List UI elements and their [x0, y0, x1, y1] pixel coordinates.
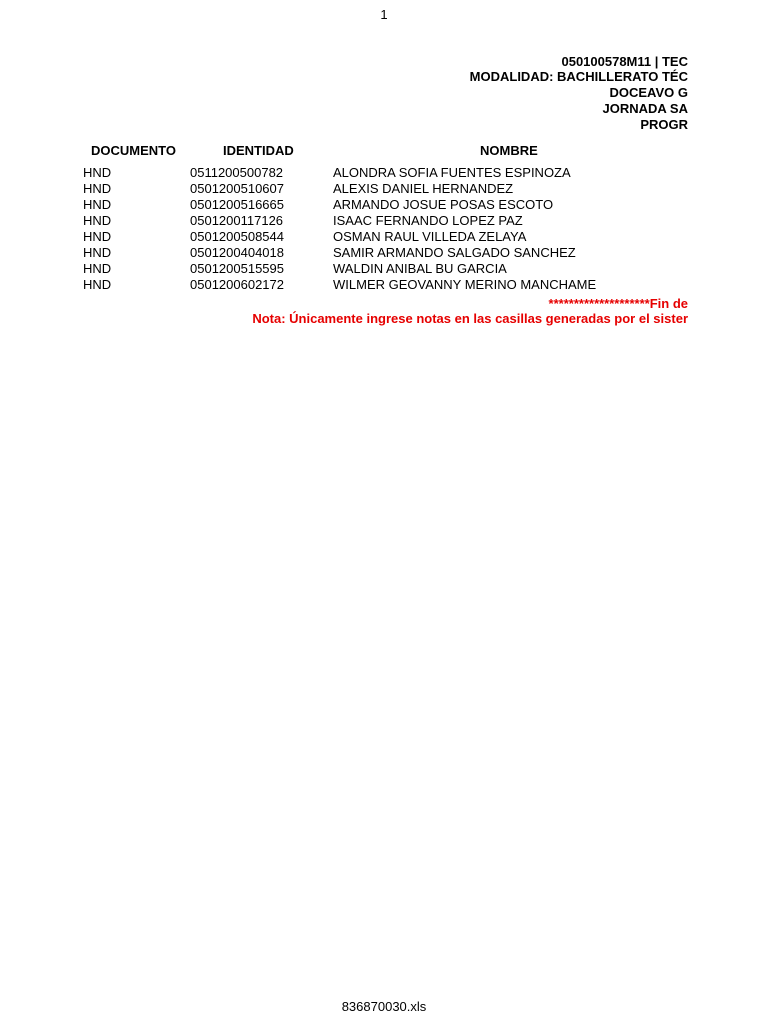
table-row — [0, 277, 768, 293]
table-row — [0, 165, 768, 181]
nombre-cell: SAMIR ARMANDO SALGADO SANCHEZ — [333, 245, 576, 260]
documento-cell: HND — [83, 213, 112, 228]
student-table — [0, 165, 768, 293]
identidad-cell: 0501200602172 — [190, 277, 284, 292]
table-row — [0, 229, 768, 245]
table-row — [0, 181, 768, 197]
documento-cell: HND — [83, 181, 112, 196]
documento-cell: HND — [83, 229, 112, 244]
nombre-cell: OSMAN RAUL VILLEDA ZELAYA — [333, 229, 527, 244]
documento-cell: HND — [83, 165, 112, 180]
column-header-identidad: IDENTIDAD — [223, 143, 294, 158]
column-header-documento: DOCUMENTO — [91, 143, 176, 158]
end-of-list-marker: ********************Fin de — [548, 296, 688, 311]
identidad-cell: 0501200516665 — [190, 197, 284, 212]
header-line-grado: DOCEAVO G — [609, 85, 688, 100]
nombre-cell: ISAAC FERNANDO LOPEZ PAZ — [333, 213, 523, 228]
table-row — [0, 261, 768, 277]
documento-cell: HND — [83, 197, 112, 212]
documento-cell: HND — [83, 277, 112, 292]
identidad-cell: 0511200500782 — [190, 165, 284, 180]
nombre-cell: ARMANDO JOSUE POSAS ESCOTO — [333, 197, 554, 212]
report-header — [88, 54, 688, 134]
column-header-nombre: NOMBRE — [480, 143, 538, 158]
identidad-cell: 0501200508544 — [190, 229, 284, 244]
nombre-cell: WALDIN ANIBAL BU GARCIA — [333, 261, 507, 276]
identidad-cell: 0501200117126 — [190, 213, 284, 228]
header-line-modalidad: MODALIDAD: BACHILLERATO TÉC — [469, 69, 688, 84]
documento-cell: HND — [83, 245, 112, 260]
identidad-cell: 0501200510607 — [190, 181, 284, 196]
identidad-cell: 0501200515595 — [190, 261, 284, 276]
table-row — [0, 197, 768, 213]
nombre-cell: ALEXIS DANIEL HERNANDEZ — [333, 181, 514, 196]
nombre-cell: WILMER GEOVANNY MERINO MANCHAME — [333, 277, 597, 292]
nombre-cell: ALONDRA SOFIA FUENTES ESPINOZA — [333, 165, 571, 180]
header-line-jornada: JORNADA SA — [602, 101, 688, 116]
table-row — [0, 213, 768, 229]
header-line-programa: PROGR — [640, 117, 688, 132]
page-edge-mask — [688, 0, 768, 340]
identidad-cell: 0501200404018 — [190, 245, 284, 260]
header-line-school-code: 050100578M11 | TEC — [561, 54, 688, 69]
footer-filename: 836870030.xls — [341, 999, 427, 1014]
entry-note: Nota: Únicamente ingrese notas en las casillas generadas por el sister — [252, 311, 688, 326]
documento-cell: HND — [83, 261, 112, 276]
table-row — [0, 245, 768, 261]
page-number: 1 — [380, 7, 388, 22]
